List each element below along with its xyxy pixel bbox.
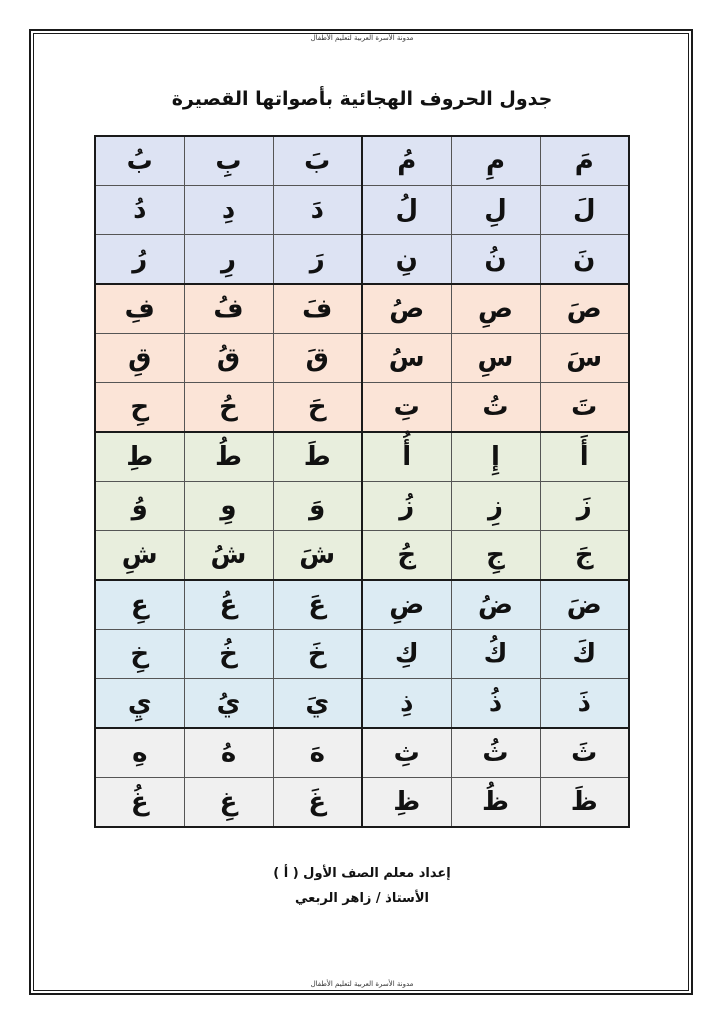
letter-cell: ثُ <box>451 728 540 778</box>
letter-cell: مُ <box>362 136 451 186</box>
letter-cell: زِ <box>451 482 540 531</box>
letter-cell: عِ <box>95 580 184 630</box>
page-title: جدول الحروف الهجائية بأصواتها القصيرة <box>171 88 553 110</box>
letter-row <box>95 580 629 630</box>
letter-cell: دُ <box>95 186 184 235</box>
letter-row <box>95 334 629 383</box>
letter-cell: رِ <box>184 235 273 285</box>
letter-cell: شُ <box>184 531 273 581</box>
letter-cell: ثِ <box>362 728 451 778</box>
letter-cell: غُ <box>95 778 184 828</box>
letter-cell: نِ <box>362 235 451 285</box>
letter-cell: لِ <box>451 186 540 235</box>
letter-cell: تُ <box>451 383 540 433</box>
letter-row <box>95 482 629 531</box>
letter-cell: ظِ <box>362 778 451 828</box>
letter-cell: ضَ <box>540 580 629 630</box>
letter-cell: فُ <box>184 284 273 334</box>
letter-cell: طُ <box>184 432 273 482</box>
letter-cell: تَ <box>540 383 629 433</box>
letter-cell: زَ <box>540 482 629 531</box>
letter-cell: فِ <box>95 284 184 334</box>
letter-cell: شَ <box>273 531 362 581</box>
letter-cell: عَ <box>273 580 362 630</box>
letter-cell: سُ <box>362 334 451 383</box>
letter-row <box>95 383 629 433</box>
letter-cell: رُ <box>95 235 184 285</box>
letter-cell: دِ <box>184 186 273 235</box>
letter-cell: رَ <box>273 235 362 285</box>
letter-cell: بَ <box>273 136 362 186</box>
letter-cell: شِ <box>95 531 184 581</box>
letter-cell: وَ <box>273 482 362 531</box>
letter-cell: ظَ <box>540 778 629 828</box>
header-watermark: مدونة الأسرة العربية لتعليم الأطفال <box>310 34 414 42</box>
letter-cell: قَ <box>273 334 362 383</box>
letter-cell: بِ <box>184 136 273 186</box>
letter-cell: كُ <box>451 630 540 679</box>
letter-cell: لُ <box>362 186 451 235</box>
letter-cell: هَ <box>273 728 362 778</box>
letter-cell: عُ <box>184 580 273 630</box>
letter-cell: ذَ <box>540 679 629 729</box>
letter-cell: وُ <box>95 482 184 531</box>
letter-row <box>95 136 629 186</box>
letter-cell: ضِ <box>362 580 451 630</box>
letter-cell: إِ <box>451 432 540 482</box>
letter-cell: قِ <box>95 334 184 383</box>
letter-cell: دَ <box>273 186 362 235</box>
letter-cell: نَ <box>540 235 629 285</box>
letter-cell: حُ <box>184 383 273 433</box>
letter-row <box>95 432 629 482</box>
letter-cell: غَ <box>273 778 362 828</box>
letter-cell: جُ <box>362 531 451 581</box>
letter-cell: أَ <box>540 432 629 482</box>
letter-row <box>95 186 629 235</box>
letter-cell: تِ <box>362 383 451 433</box>
letter-cell: زُ <box>362 482 451 531</box>
letter-cell: حَ <box>273 383 362 433</box>
letter-row <box>95 235 629 285</box>
letter-cell: يِ <box>95 679 184 729</box>
letter-row <box>95 728 629 778</box>
letter-cell: وِ <box>184 482 273 531</box>
letter-cell: خُ <box>184 630 273 679</box>
letter-cell: طَ <box>273 432 362 482</box>
letter-cell: سِ <box>451 334 540 383</box>
letter-cell: صَ <box>540 284 629 334</box>
letter-cell: جِ <box>451 531 540 581</box>
letter-cell: خِ <box>95 630 184 679</box>
letter-cell: كَ <box>540 630 629 679</box>
letter-cell: هُ <box>184 728 273 778</box>
author-credit-line: إعداد معلم الصف الأول ( أ ) <box>273 866 451 881</box>
letter-cell: طِ <box>95 432 184 482</box>
letter-cell: ذُ <box>451 679 540 729</box>
teacher-name-line: الأستاذ / زاهر الربعي <box>295 891 429 906</box>
letter-cell: لَ <box>540 186 629 235</box>
letter-cell: ظُ <box>451 778 540 828</box>
letter-cell: صُ <box>362 284 451 334</box>
letter-row <box>95 531 629 581</box>
letter-cell: يَ <box>273 679 362 729</box>
letters-table <box>94 135 630 828</box>
letter-row <box>95 778 629 828</box>
letter-cell: مَ <box>540 136 629 186</box>
letter-cell: ذِ <box>362 679 451 729</box>
letter-cell: فَ <box>273 284 362 334</box>
letter-cell: أُ <box>362 432 451 482</box>
letter-cell: حِ <box>95 383 184 433</box>
letter-cell: مِ <box>451 136 540 186</box>
letter-cell: ثَ <box>540 728 629 778</box>
letter-cell: قُ <box>184 334 273 383</box>
footer-watermark: مدونة الأسرة العربية لتعليم الأطفال <box>310 980 414 988</box>
letter-cell: غِ <box>184 778 273 828</box>
letter-cell: كِ <box>362 630 451 679</box>
letter-cell: ضُ <box>451 580 540 630</box>
letter-cell: خَ <box>273 630 362 679</box>
letter-row <box>95 679 629 729</box>
letter-cell: صِ <box>451 284 540 334</box>
letter-cell: بُ <box>95 136 184 186</box>
letter-row <box>95 284 629 334</box>
letter-cell: نُ <box>451 235 540 285</box>
letter-cell: يُ <box>184 679 273 729</box>
letter-cell: سَ <box>540 334 629 383</box>
letter-cell: هِ <box>95 728 184 778</box>
letter-row <box>95 630 629 679</box>
letter-cell: جَ <box>540 531 629 581</box>
